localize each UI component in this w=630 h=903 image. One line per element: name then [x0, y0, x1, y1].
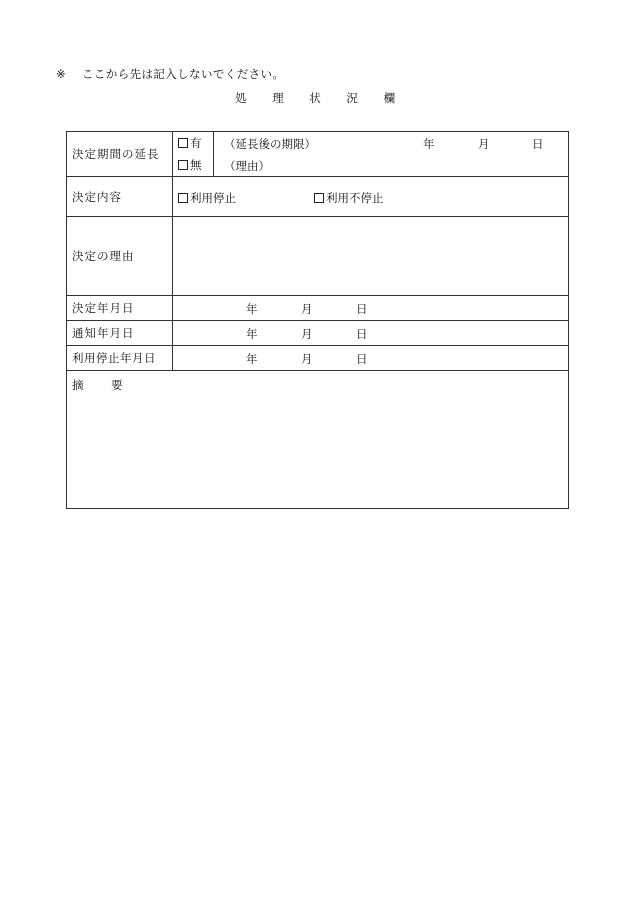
heading-char: 欄 — [383, 91, 396, 105]
year-label: 年 — [423, 137, 435, 151]
date-row — [67, 321, 569, 346]
extension-options — [173, 132, 214, 177]
processing-status-table — [66, 131, 569, 509]
month-label: 月 — [301, 327, 313, 341]
option-yes[interactable] — [178, 132, 213, 154]
section-heading — [0, 90, 630, 106]
extension-row — [67, 132, 569, 177]
reason-label: 決定の理由 — [67, 217, 173, 296]
content-label: 決定内容 — [67, 177, 173, 217]
checkbox-icon[interactable] — [178, 160, 188, 170]
year-label: 年 — [246, 352, 258, 366]
heading-char: 状 — [309, 91, 321, 105]
reference-mark: ※ — [56, 67, 67, 81]
heading-char: 処 — [234, 91, 247, 105]
day-label: 日 — [532, 137, 544, 151]
instruction-text: ここから先は記入しないでください。 — [82, 67, 285, 81]
option-no-label: 無 — [190, 158, 202, 172]
heading-char: 況 — [346, 91, 358, 105]
memo-label: 摘 要 — [72, 378, 131, 392]
month-label: 月 — [301, 352, 313, 366]
suspension-date-field[interactable] — [173, 346, 569, 371]
month-label: 月 — [301, 302, 313, 316]
heading-char: 理 — [272, 91, 284, 105]
day-label: 日 — [356, 302, 368, 316]
checkbox-icon[interactable] — [178, 138, 188, 148]
decision-date-field[interactable] — [173, 296, 569, 321]
year-label: 年 — [246, 327, 258, 341]
reason-field[interactable] — [173, 217, 569, 296]
instruction-note — [56, 66, 284, 82]
day-label: 日 — [356, 352, 368, 366]
notice-date-field[interactable] — [173, 321, 569, 346]
extension-detail — [214, 132, 569, 177]
option-suspend[interactable] — [178, 190, 236, 206]
suspension-date-label: 利用停止年月日 — [67, 346, 173, 371]
day-label: 日 — [356, 327, 368, 341]
checkbox-icon[interactable] — [178, 193, 188, 203]
option-no-suspend-label: 利用不停止 — [326, 191, 384, 205]
option-no-suspend[interactable] — [314, 190, 384, 206]
extended-deadline-label: （延長後の期限） — [224, 137, 316, 151]
content-options — [173, 177, 569, 217]
notice-date-label: 通知年月日 — [67, 321, 173, 346]
option-suspend-label: 利用停止 — [190, 191, 236, 205]
date-row — [67, 346, 569, 371]
memo-row — [67, 371, 569, 509]
year-label: 年 — [246, 302, 258, 316]
reason-row — [67, 217, 569, 296]
content-row — [67, 177, 569, 217]
option-no[interactable] — [178, 154, 213, 176]
date-row — [67, 296, 569, 321]
checkbox-icon[interactable] — [314, 193, 324, 203]
decision-date-label: 決定年月日 — [67, 296, 173, 321]
option-yes-label: 有 — [190, 136, 202, 150]
extension-label: 決定期間の延長 — [67, 132, 173, 177]
month-label: 月 — [478, 137, 490, 151]
memo-field[interactable] — [67, 371, 569, 509]
extension-reason-label: （理由） — [224, 159, 270, 173]
